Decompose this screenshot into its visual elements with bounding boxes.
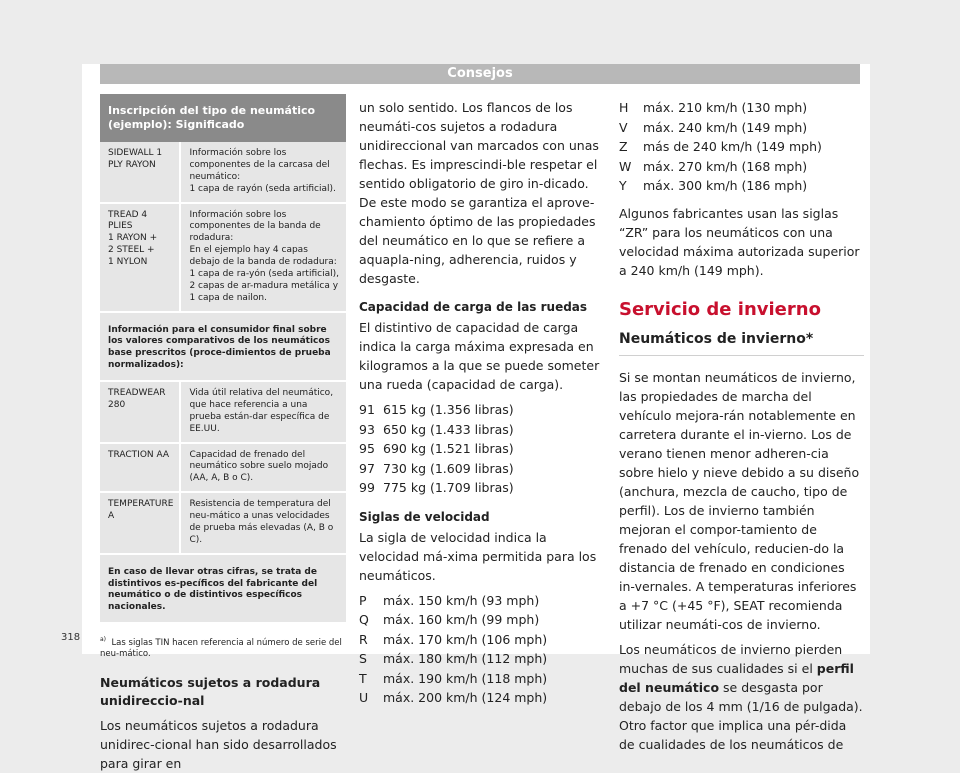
load-value: 690 kg (1.521 libras) — [383, 441, 514, 456]
unidirectional-heading: Neumáticos sujetos a rodadura unidireccio-nal — [100, 675, 321, 709]
table-cell-value: Información sobre los componentes de la carcasa del neumático: 1 capa de rayón (seda artificial). — [180, 142, 346, 203]
load-index: 97 — [359, 460, 375, 476]
load-value: 730 kg (1.609 libras) — [383, 460, 514, 476]
speed-code: Y — [619, 178, 627, 193]
unidirectional-paragraph-1: Los neumáticos sujetos a rodadura unidirec-cional han sido desarrollados para girar en — [100, 718, 337, 772]
speed-value: máx. 300 km/h (186 mph) — [643, 178, 808, 193]
speed-code: R — [359, 631, 368, 647]
column-3 — [619, 98, 864, 754]
speed-value: más de 240 km/h (149 mph) — [643, 139, 822, 154]
table-cell-value: Vida útil relativa del neumático, que hace referencia a una prueba están-dar específica de EE.UU. — [180, 381, 346, 443]
section-title-winter: Servicio de invierno — [619, 298, 821, 320]
table-cell-full: Información para el consumidor final sobre los valores comparativos de los neumáticos base prescritos (proce-dimientos de prueba normalizados): — [100, 312, 346, 382]
load-value: 775 kg (1.709 libras) — [383, 480, 514, 495]
table-cell-value: Resistencia de temperatura del neu-mático a unas velocidades de prueba más elevadas (A, B o C). — [180, 492, 346, 554]
list-item — [359, 630, 605, 650]
load-value: 615 kg (1.356 libras) — [383, 402, 514, 417]
list-item — [359, 420, 605, 440]
winter-paragraph-2 — [619, 640, 864, 754]
footnote — [100, 636, 346, 660]
unidirectional-paragraph-2: un solo sentido. Los flancos de los neumáti-cos sujetos a rodadura unidireccional van marcados con unas flechas. Es imprescindi-ble respetar el sentido obligatorio de giro in-dicado. De este modo se garantiza el aprove-chamiento óptimo de las propiedades del neumático en lo que se refiere a aquapla-ning, adherencia, ruidos y desgaste. — [359, 100, 599, 286]
list-item — [359, 610, 605, 630]
speed-code: P — [359, 592, 367, 608]
list-item — [359, 669, 605, 689]
zr-paragraph: Algunos fabricantes usan las siglas “ZR” para los neumáticos con una velocidad máxima autorizada superior a 240 km/h (149 mph). — [619, 205, 860, 278]
speed-code: S — [359, 651, 367, 666]
winter-paragraph-2-bold: perfil del neumático — [619, 660, 854, 695]
speed-code: W — [619, 158, 632, 174]
table-cell-full: En caso de llevar otras cifras, se trata de distintivos es-pecíficos del fabricante del neumático o de distintivos específicos nacionales. — [100, 554, 346, 624]
speed-value: máx. 190 km/h (118 mph) — [383, 670, 548, 686]
list-item — [359, 400, 605, 420]
speed-rating-paragraph: La sigla de velocidad indica la velocidad má-xima permitida para los neumáticos. — [359, 529, 597, 583]
load-value: 650 kg (1.433 libras) — [383, 421, 514, 437]
table-row — [100, 443, 346, 493]
list-item — [359, 649, 605, 669]
load-capacity-heading: Capacidad de carga de las ruedas — [359, 300, 588, 314]
table-cell-key: TREAD 4 PLIES 1 RAYON + 2 STEEL + 1 NYLON — [100, 203, 180, 312]
speed-rating-heading: Siglas de velocidad — [359, 509, 490, 524]
table-row — [100, 554, 346, 624]
speed-value: máx. 210 km/h (130 mph) — [643, 100, 808, 115]
load-index: 99 — [359, 480, 375, 495]
winter-paragraph-2-start: Los neumáticos de invierno pierden muchas de sus cualidades si el — [619, 641, 843, 676]
speed-code: U — [359, 690, 369, 705]
column-1 — [100, 94, 346, 773]
speed-code: Z — [619, 139, 628, 154]
speed-value: máx. 240 km/h (149 mph) — [643, 119, 808, 135]
list-item — [619, 157, 864, 177]
winter-tires-subtitle: Neumáticos de invierno* — [619, 331, 864, 356]
list-item — [359, 688, 605, 708]
winter-paragraph-1: Si se montan neumáticos de invierno, las propiedades de marcha del vehículo mejora-rán notablemente en carretera durante el in-vierno. Los de verano tienen menor adheren-cia sobre hielo y nieve debido a su diseño (anchura, mezcla de caucho, tipo de perfil). Los de invierno también mejoran el compor-tamiento de frenado del vehículo, reducien-do la distancia de frenado en condiciones in-vernales. A temperaturas inferiores a +7 °C (+45 °F), SEAT recomienda utilizar neumáti-cos de invierno. — [619, 369, 860, 632]
speed-rating-list — [359, 591, 605, 708]
table-title: Inscripción del tipo de neumático (ejemplo): Significado — [100, 94, 346, 142]
table-cell-key: SIDEWALL 1 PLY RAYON — [100, 142, 180, 203]
speed-code: V — [619, 119, 628, 135]
list-item — [359, 439, 605, 459]
section-header: Consejos — [100, 64, 860, 84]
column-2 — [359, 98, 605, 708]
table-row — [100, 492, 346, 554]
table-cell-key: TRACTION AA — [100, 443, 180, 493]
speed-code: Q — [359, 612, 369, 627]
winter-paragraph-2-end: se desgasta por debajo de los 4 mm (1/16 de pulgada). Otro factor que implica una pér-dida de cualidades de los neumáticos de — [619, 679, 863, 752]
list-item — [619, 118, 864, 138]
speed-code: H — [619, 100, 629, 115]
table-row — [100, 142, 346, 203]
table-row — [100, 203, 346, 312]
table-cell-value: Capacidad de frenado del neumático sobre suelo mojado (AA, A, B o C). — [180, 443, 346, 493]
speed-rating-list-continued — [619, 98, 864, 196]
speed-value: máx. 180 km/h (112 mph) — [383, 651, 548, 666]
list-item — [359, 591, 605, 611]
table-row — [100, 381, 346, 443]
load-capacity-paragraph: El distintivo de capacidad de carga indica la carga máxima expresada en kilogramos a la que se puede someter una rueda (capacidad de carga). — [359, 320, 600, 392]
load-index: 93 — [359, 421, 375, 437]
list-item — [619, 176, 864, 196]
list-item — [619, 137, 864, 157]
list-item — [359, 459, 605, 479]
load-index: 91 — [359, 402, 375, 417]
list-item — [619, 98, 864, 118]
footnote-text: Las siglas TIN hacen referencia al número de serie del neu-mático. — [100, 637, 342, 659]
speed-value: máx. 150 km/h (93 mph) — [383, 592, 540, 608]
table-cell-value: Información sobre los componentes de la banda de rodadura: En el ejemplo hay 4 capas debajo de la banda de rodadura: 1 capa de ra-yón (seda artificial), 2 capas de ar-madura metálica y 1 capa de nailon. — [180, 203, 346, 312]
speed-value: máx. 170 km/h (106 mph) — [383, 631, 548, 647]
tire-inscription-table — [100, 94, 346, 624]
table-row — [100, 312, 346, 382]
list-item — [359, 478, 605, 498]
speed-value: máx. 160 km/h (99 mph) — [383, 612, 540, 627]
load-index-list — [359, 400, 605, 498]
speed-value: máx. 270 km/h (168 mph) — [643, 158, 808, 174]
load-index: 95 — [359, 441, 375, 456]
speed-code: T — [359, 670, 367, 686]
speed-value: máx. 200 km/h (124 mph) — [383, 690, 548, 705]
table-cell-key: TEMPERATURE A — [100, 492, 180, 554]
page-number: 318 — [61, 632, 81, 643]
footnote-mark: a) — [100, 636, 107, 644]
table-cell-key: TREADWEAR 280 — [100, 381, 180, 443]
